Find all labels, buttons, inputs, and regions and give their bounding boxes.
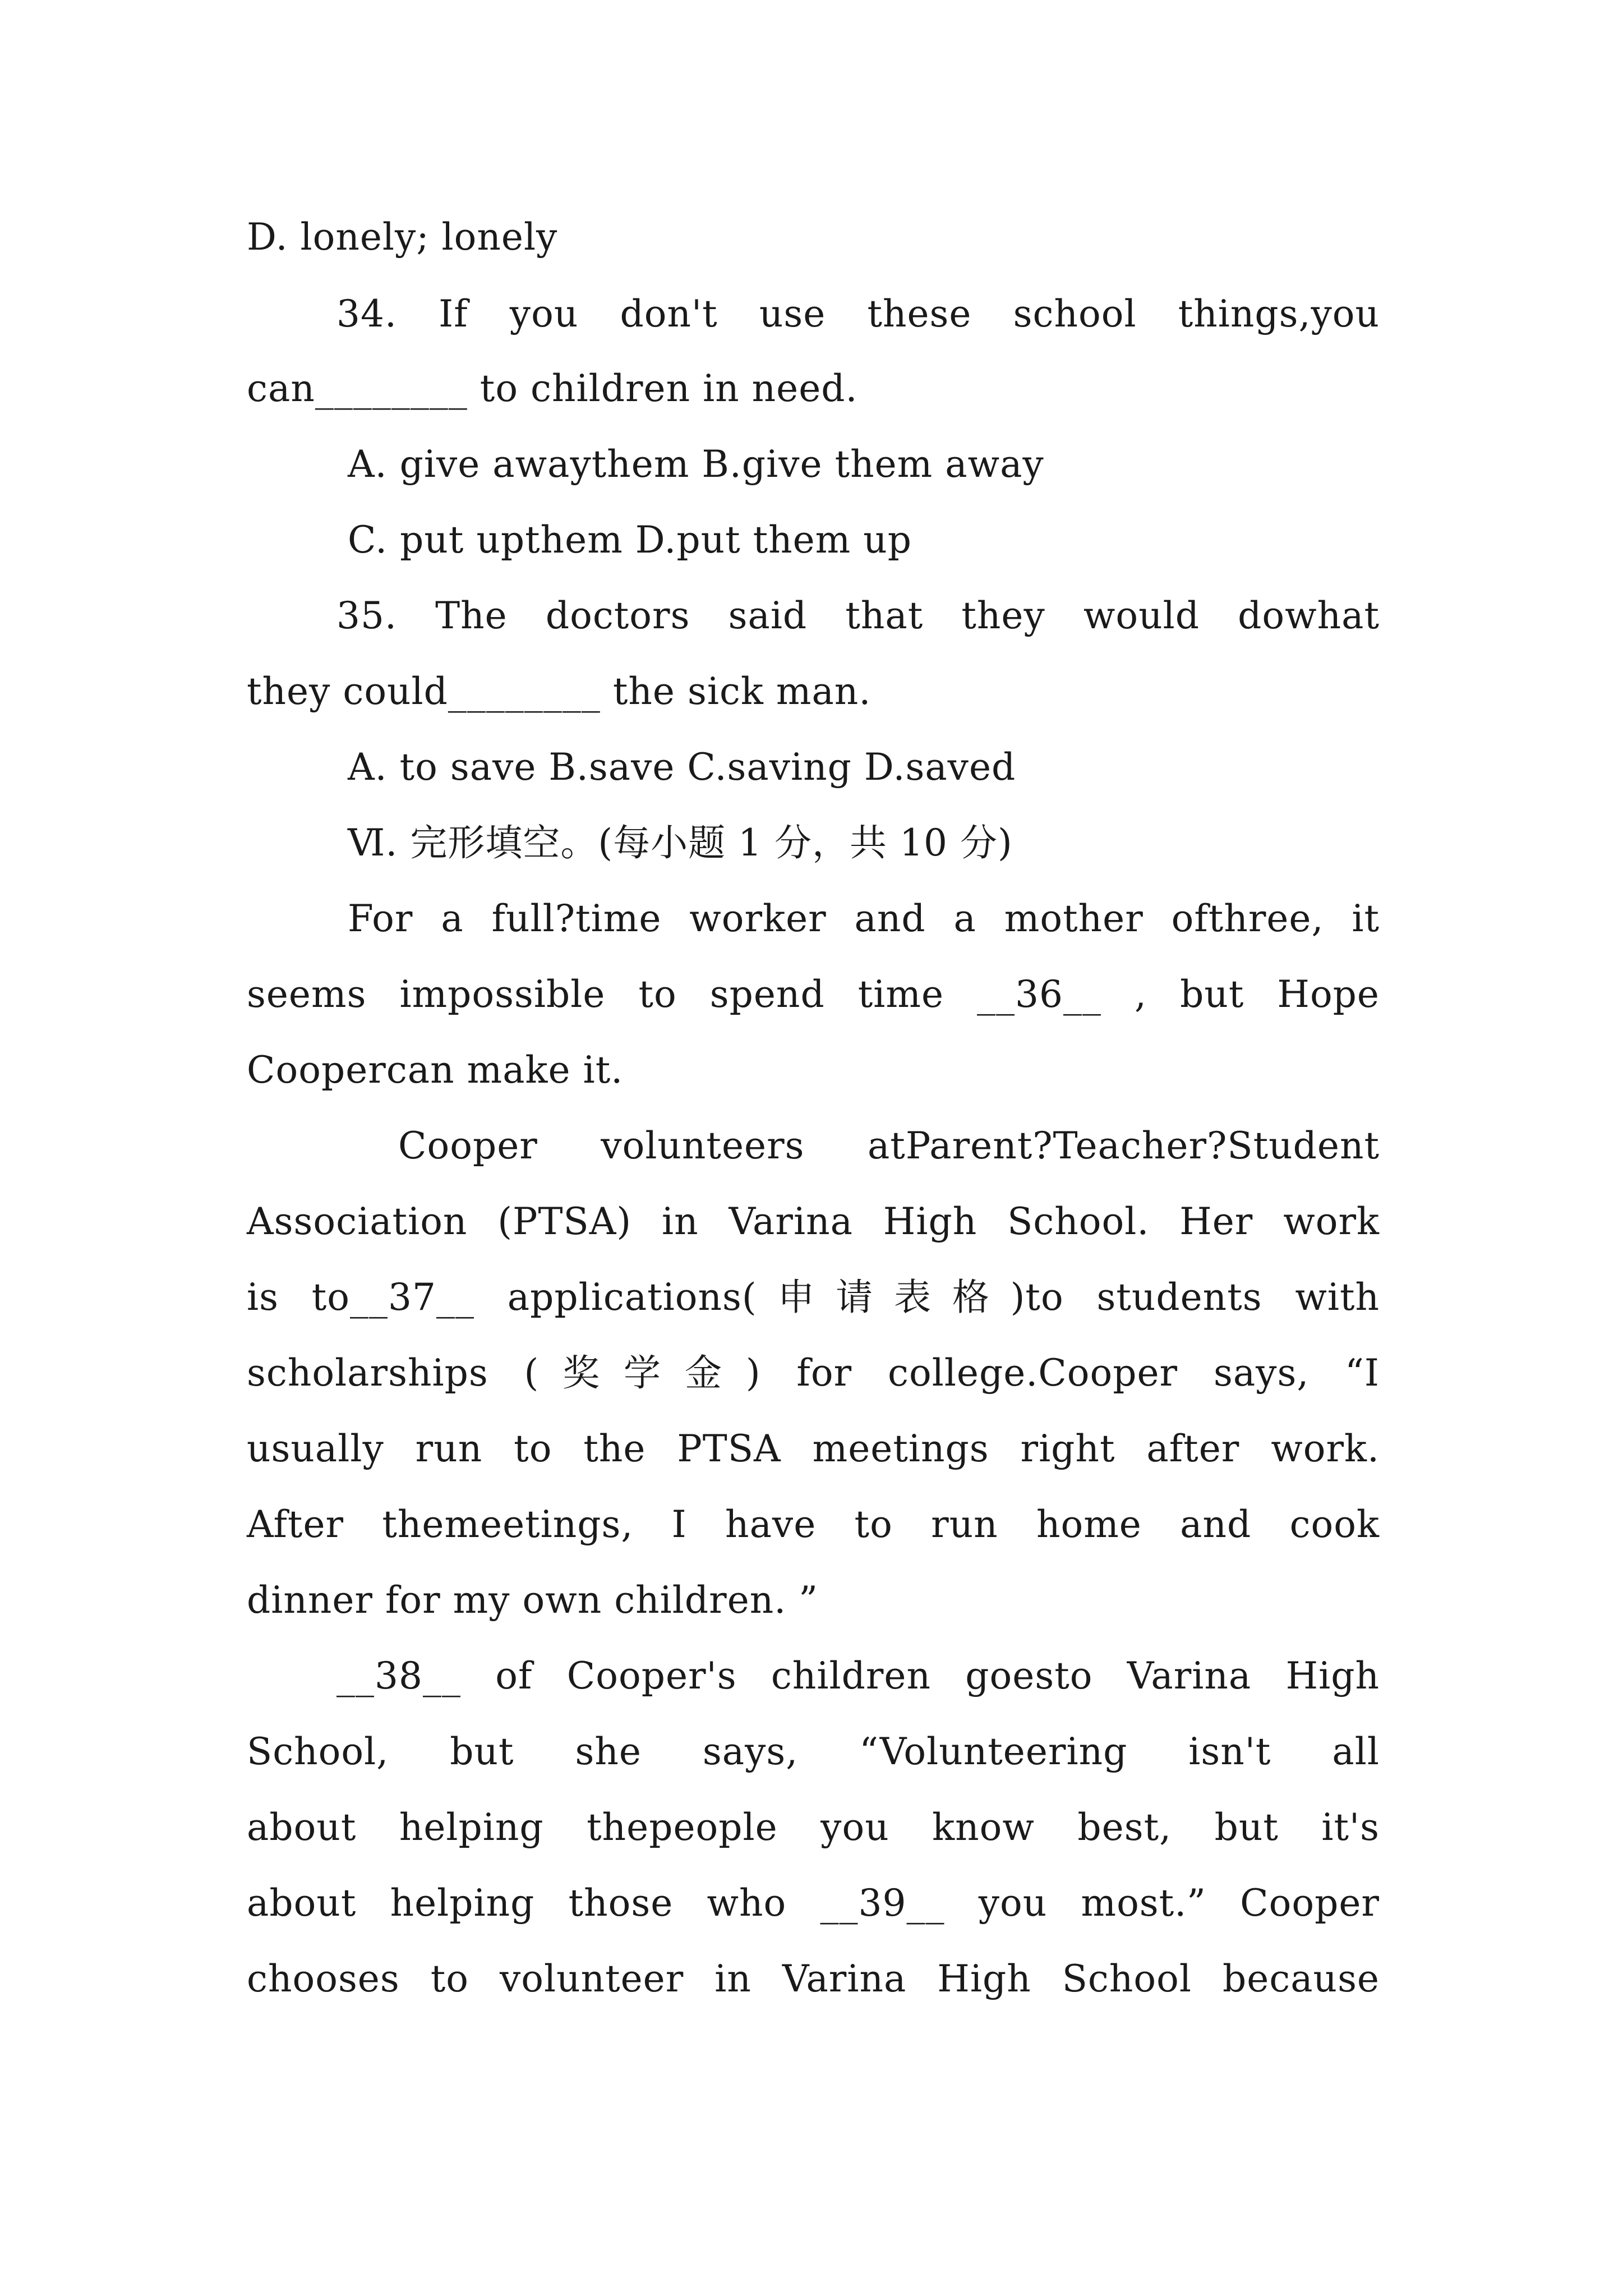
text-line-passage: scholarships (奖学金) for college.Cooper says, “I xyxy=(247,1351,1380,1395)
text-line-passage: Cooper volunteers atParent?Teacher?Student xyxy=(398,1124,1380,1167)
text-line-passage: dinner for my own children. ” xyxy=(247,1579,818,1622)
section-heading-cloze: Ⅵ. 完形填空。(每小题 1 分，共 10 分) xyxy=(348,821,1013,864)
text-line-passage: usually run to the PTSA meetings right after work. xyxy=(247,1427,1380,1470)
text-line-question-34: 34. If you don't use these school things,you xyxy=(336,292,1380,335)
text-line-passage: chooses to volunteer in Varina High School because xyxy=(247,1957,1380,2000)
text-line-options-34-ab: A. give awaythem B.give them away xyxy=(348,443,1044,486)
text-line-passage: is to__37__ applications(申请表格)to students with xyxy=(247,1276,1380,1319)
text-line-options-34-cd: C. put upthem D.put them up xyxy=(348,518,912,562)
text-line-passage: For a full?time worker and a mother ofthree, it xyxy=(348,897,1380,940)
text-line-passage: seems impossible to spend time __36__ , but Hope xyxy=(247,973,1380,1016)
text-line-option-d-33: D. lonely; lonely xyxy=(247,215,558,259)
text-line-options-35: A. to save B.save C.saving D.saved xyxy=(348,746,1016,789)
text-line-passage: Association (PTSA) in Varina High School. Her work xyxy=(247,1200,1380,1243)
text-line-passage: Coopercan make it. xyxy=(247,1048,624,1092)
text-line-passage: __38__ of Cooper's children goesto Varina High xyxy=(336,1654,1380,1697)
text-line-passage: After themeetings, I have to run home and cook xyxy=(247,1503,1380,1546)
text-line-question-35: 35. The doctors said that they would dowhat xyxy=(336,594,1380,637)
text-line-question-34-cont: can________ to children in need. xyxy=(247,367,858,410)
text-line-passage: School, but she says, “Volunteering isn't all xyxy=(247,1730,1380,1773)
text-line-passage: about helping thepeople you know best, but it's xyxy=(247,1806,1380,1849)
text-line-question-35-cont: they could________ the sick man. xyxy=(247,670,872,713)
text-line-passage: about helping those who __39__ you most.” Cooper xyxy=(247,1881,1380,1925)
